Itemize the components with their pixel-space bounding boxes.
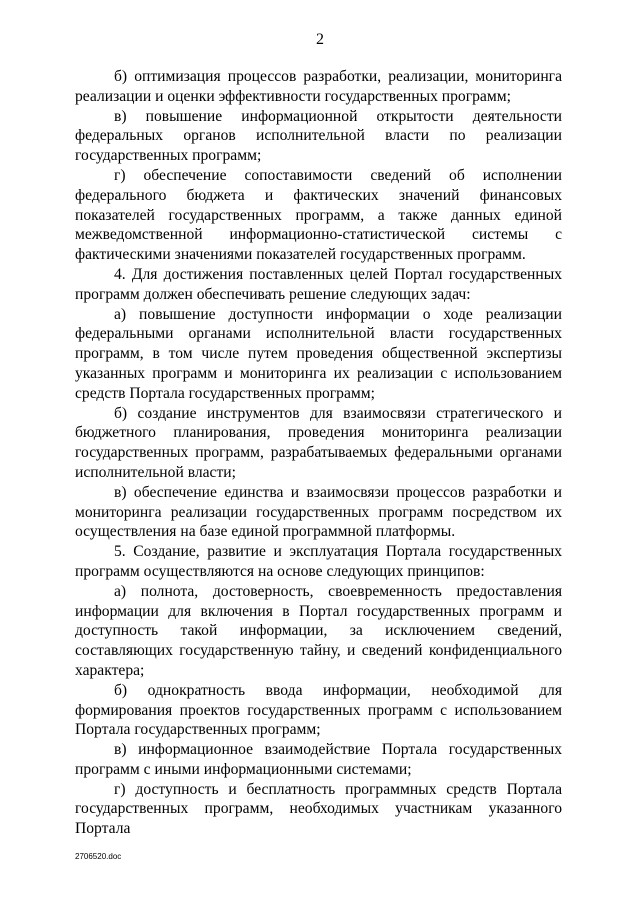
paragraph-4a: а) повышение доступности информации о ходе реализации федеральными органами исполнительной власти государственных программ, в том числе путем проведения общественной экспертизы указанных программ и мониторинга их реализации с использованием средств Портала государственных программ; (75, 305, 562, 402)
paragraph-5b: б) однократность ввода информации, необходимой для формирования проектов государственных программ с использованием Портала государственных программ; (75, 681, 562, 739)
footer-filename: 2706520.doc (75, 852, 122, 861)
paragraph-4v: в) обеспечение единства и взаимосвязи процессов разработки и мониторинга реализации государственных программ посредством их осуществления на базе единой программной платформы. (75, 483, 562, 541)
document-body (75, 67, 562, 839)
paragraph-4: 4. Для достижения поставленных целей Портал государственных программ должен обеспечивать решение следующих задач: (75, 265, 562, 303)
paragraph-5v: в) информационное взаимодействие Портала государственных программ с иными информационными системами; (75, 741, 562, 778)
paragraph-4b: б) создание инструментов для взаимосвязи стратегического и бюджетного планирования, проведения мониторинга реализации государственных программ, разрабатываемых федеральными органами исполнительной власти; (75, 404, 562, 481)
paragraph-5: 5. Создание, развитие и эксплуатация Портала государственных программ осуществляются на основе следующих принципов: (75, 543, 562, 580)
paragraph-5a: а) полнота, достоверность, своевременность предоставления информации для включения в Портал государственных программ и доступность такой информации, за исключением сведений, составляющих государственную тайну, и сведений конфиденциального характера; (75, 582, 562, 679)
page-number: 2 (316, 31, 324, 48)
paragraph-1v: в) повышение информационной открытости деятельности федеральных органов исполнительной власти по реализации государственных программ; (75, 107, 562, 165)
paragraph-1g: г) обеспечение сопоставимости сведений об исполнении федерального бюджета и фактических значений финансовых показателей государственных программ, а также данных единой межведомственной информационно-статистической системы с фактическими значениями показателей государственных программ. (75, 166, 562, 264)
paragraph-5g: г) доступность и бесплатность программных средств Портала государственных программ, необходимых участникам указанного Портала (75, 780, 562, 838)
paragraph-1b: б) оптимизация процессов разработки, реализации, мониторинга реализации и оценки эффективности государственных программ; (75, 68, 562, 105)
